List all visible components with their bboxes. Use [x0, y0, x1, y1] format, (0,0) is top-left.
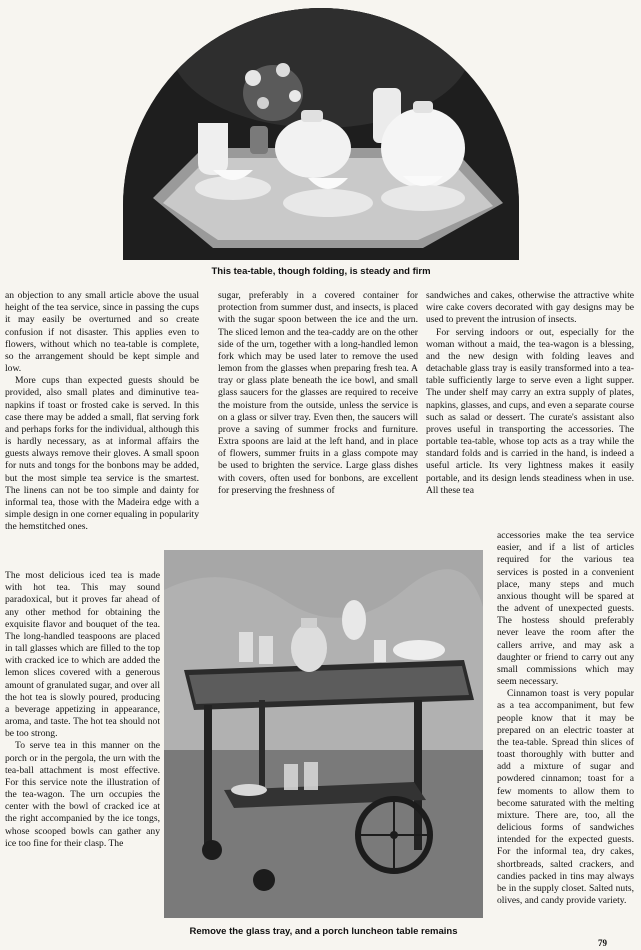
column-left-top: [5, 290, 199, 533]
page-number: 79: [598, 938, 607, 948]
column-right-bottom: [497, 530, 634, 907]
paragraph: accessories make the tea service easier, and if a list of articles required for the various tea services is posted in a convenient place, many steps and much anxious thought will be spared at the advent of unexpected guests. The hostess should preferably never leave the room after the callers arrive, and may ask a daughter or friend to carry out any small commissions which may seem necessary.: [497, 530, 634, 688]
figure-caption-top: This tea-table, though folding, is steady and firm: [211, 266, 431, 277]
paragraph: More cups than expected guests should be provided, also small plates and diminutive tea-napkins if toast or frosted cake is served. In this case there may be added a small, flat serving fork and perhaps forks for the individual, although this is hardly necessary, as at informal affairs the guests always remove their gloves. A small spoon for nuts and tongs for the bonbons may be added, but the most simple tea service is the smartest. The linens can not be too simple and dainty for informal tea, those with the Madeira edge with a simple design in one corner equaling in popularity the hemstitched ones.: [5, 375, 199, 533]
tea-wagon-photo: [164, 550, 483, 918]
paragraph: The most delicious iced tea is made with hot tea. This may sound paradoxical, but it proves far ahead of any other method for obtaining the exquisite flavor and bouquet of the tea. The long-handled teaspoons are placed in tall glasses which are filled to the top with cracked ice to which are added the lemon slices covered with a generous amount of granulated sugar, and over all the hot tea is slowly poured, producing a beverage appetizing in appearance, aroma, and taste. The hot tea should not be too strong.: [5, 570, 160, 740]
figure-caption-bottom: Remove the glass tray, and a porch luncheon table remains: [189, 926, 458, 937]
paragraph: For serving indoors or out, especially for the woman without a maid, the tea-wagon is a blessing, and the new design with folding leaves and detachable glass tray is easily transformed into a tea-table sufficiently large to serve even a light supper. The under shelf may carry an extra supply of plates, napkins, glasses, and cups, and even a separate course such as salad or dessert. The curate's assistant also proves useful in transporting the accessories. The portable tea-table, whose top acts as a tray while the standard folds and is carried in the hand, is indeed a useful article. Its very lightness makes it easily portable, and its design lends steadiness when in use. All these tea: [426, 326, 634, 496]
paragraph: To serve tea in this manner on the porch or in the pergola, the urn with the tea-ball attachment is most effective. For this service note the illustration of the tea-wagon. The urn occupies the center with the bowl of cracked ice at the right accompanied by the ice tongs, whose scooped bowls can gather any ice too fine for their clasp. The: [5, 740, 160, 849]
paragraph: Cinnamon toast is very popular as a tea accompaniment, but few people know that it may be prepared on an electric toaster at the tea-table. Spread thin slices of toast thoroughly with butter and add a mixture of sugar and powdered cinnamon; toast for a few moments to allow them to become saturated with the melting mixture. There are, too, all the delicious forms of sandwiches intended for the expected guests. For the informal tea, dry cakes, shortbreads, salted crackers, and candies packed in tins may always be in the supply closet. Salted nuts, olives, and candy provide variety.: [497, 688, 634, 907]
column-middle: [218, 290, 418, 497]
tea-table-illustration: [123, 8, 519, 260]
tea-wagon-illustration: [164, 550, 483, 918]
paragraph: an objection to any small article above the usual height of the tea service, since in passing the cups it may easily be overturned and so create confusion if not disaster. This applies even to flowers, without which no tea-table is complete, so the arrangement should be kept simple and low.: [5, 290, 199, 375]
paragraph: sugar, preferably in a covered container for protection from summer dust, and insects, is placed with the sugar spoon between the ice and the urn. The sliced lemon and the tea-caddy are on the other side of the urn, together with a long-handled lemon fork which may be used later to remove the used lemon from the glasses when preparing fresh tea. A tray or glass plate beneath the ice bowl, and small glass saucers for the glasses are required to receive the moisture from the outside, unless the service is on a glass or silver tray. Even then, the saucers will prove a saving of summer frocks and furniture. Extra spoons are laid at the left hand, and in place of flowers, summer fruits in a glass compote may be used to brighten the service. Large glass dishes with covers, often used for bonbons, are excellent for preserving the freshness of: [218, 290, 418, 496]
tea-table-photo: [123, 8, 519, 260]
column-right-top: [426, 290, 634, 497]
column-left-bottom: [5, 570, 160, 850]
paragraph: sandwiches and cakes, otherwise the attractive white wire cake covers decorated with gay designs may be used to prevent the intrusion of insects.: [426, 290, 634, 326]
